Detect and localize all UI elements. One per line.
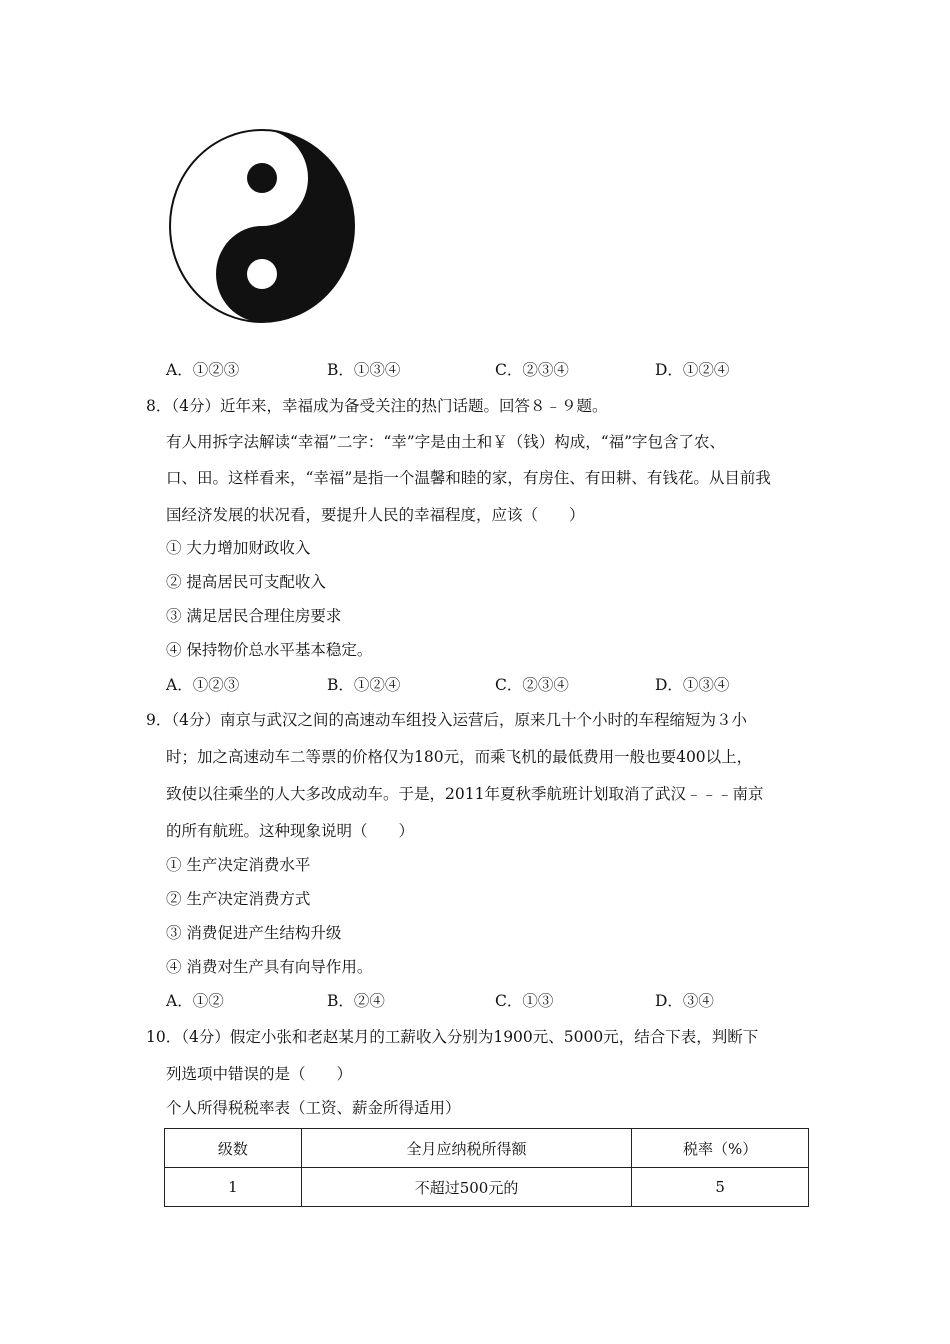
q8-item: ③ 满足居民合理住房要求 — [166, 607, 342, 625]
q9-option-d[interactable]: D．③④ — [655, 992, 714, 1010]
q8-item: ④ 保持物价总水平基本稳定。 — [166, 641, 373, 659]
q9-option-a[interactable]: A．①② — [166, 992, 224, 1010]
tax-table-title: 个人所得税税率表（工资、薪金所得适用） — [166, 1099, 461, 1117]
q8-option-c[interactable]: C．②③④ — [495, 676, 569, 694]
tax-rate-table — [164, 1128, 809, 1207]
q9-stem: 9．（4分）南京与武汉之间的高速动车组投入运营后，原来几十个小时的车程缩短为３小 — [146, 711, 747, 729]
q10-stem: 10．（4分）假定小张和老赵某月的工薪收入分别为1900元、5000元，结合下表，判断下 — [146, 1028, 759, 1046]
q8-text: 有人用拆字法解读“幸福”二字：“幸”字是由土和￥（钱）构成，“福”字包含了农、 — [166, 433, 726, 451]
q9-text: 致使以往乘坐的人大多改成动车。于是，2011年夏秋季航班计划取消了武汉﹣﹣﹣南京 — [166, 785, 764, 803]
table-cell: 不超过500元的 — [301, 1168, 631, 1207]
table-header-cell: 级数 — [165, 1129, 302, 1168]
q8-option-a[interactable]: A．①②③ — [166, 676, 240, 694]
q7-option-a[interactable]: A．①②③ — [166, 361, 240, 379]
q9-text: 的所有航班。这种现象说明（ ） — [166, 822, 415, 840]
yin-yang-icon — [168, 128, 356, 324]
table-header-row — [165, 1129, 809, 1168]
q8-item: ② 提高居民可支配收入 — [166, 573, 326, 591]
q7-option-d[interactable]: D．①②④ — [655, 361, 730, 379]
q9-item: ② 生产决定消费方式 — [166, 890, 311, 908]
q7-option-c[interactable]: C．②③④ — [495, 361, 569, 379]
q8-text: 国经济发展的状况看，要提升人民的幸福程度，应该（ ） — [166, 506, 585, 524]
q8-option-b[interactable]: B．①②④ — [327, 676, 401, 694]
table-header-cell: 税率（%） — [632, 1129, 809, 1168]
q8-option-d[interactable]: D．①③④ — [655, 676, 730, 694]
q8-text: 口、田。这样看来，“幸福”是指一个温馨和睦的家，有房住、有田耕、有钱花。从目前我 — [166, 469, 771, 487]
table-header-cell: 全月应纳税所得额 — [301, 1129, 631, 1168]
q9-item: ④ 消费对生产具有向导作用。 — [166, 958, 373, 976]
table-cell: 5 — [632, 1168, 809, 1207]
q9-item: ③ 消费促进产生结构升级 — [166, 924, 342, 942]
table-cell: 1 — [165, 1168, 302, 1207]
q10-text: 列选项中错误的是（ ） — [166, 1065, 353, 1083]
q9-option-b[interactable]: B．②④ — [327, 992, 385, 1010]
q8-item: ① 大力增加财政收入 — [166, 539, 311, 557]
table-row — [165, 1168, 809, 1207]
q9-option-c[interactable]: C．①③ — [495, 992, 554, 1010]
q9-item: ① 生产决定消费水平 — [166, 856, 311, 874]
q7-option-b[interactable]: B．①③④ — [327, 361, 401, 379]
q8-stem: 8．（4分）近年来，幸福成为备受关注的热门话题。回答８﹣９题。 — [146, 397, 608, 415]
q9-text: 时；加之高速动车二等票的价格仅为180元，而乘飞机的最低费用一般也要400以上， — [166, 748, 753, 766]
